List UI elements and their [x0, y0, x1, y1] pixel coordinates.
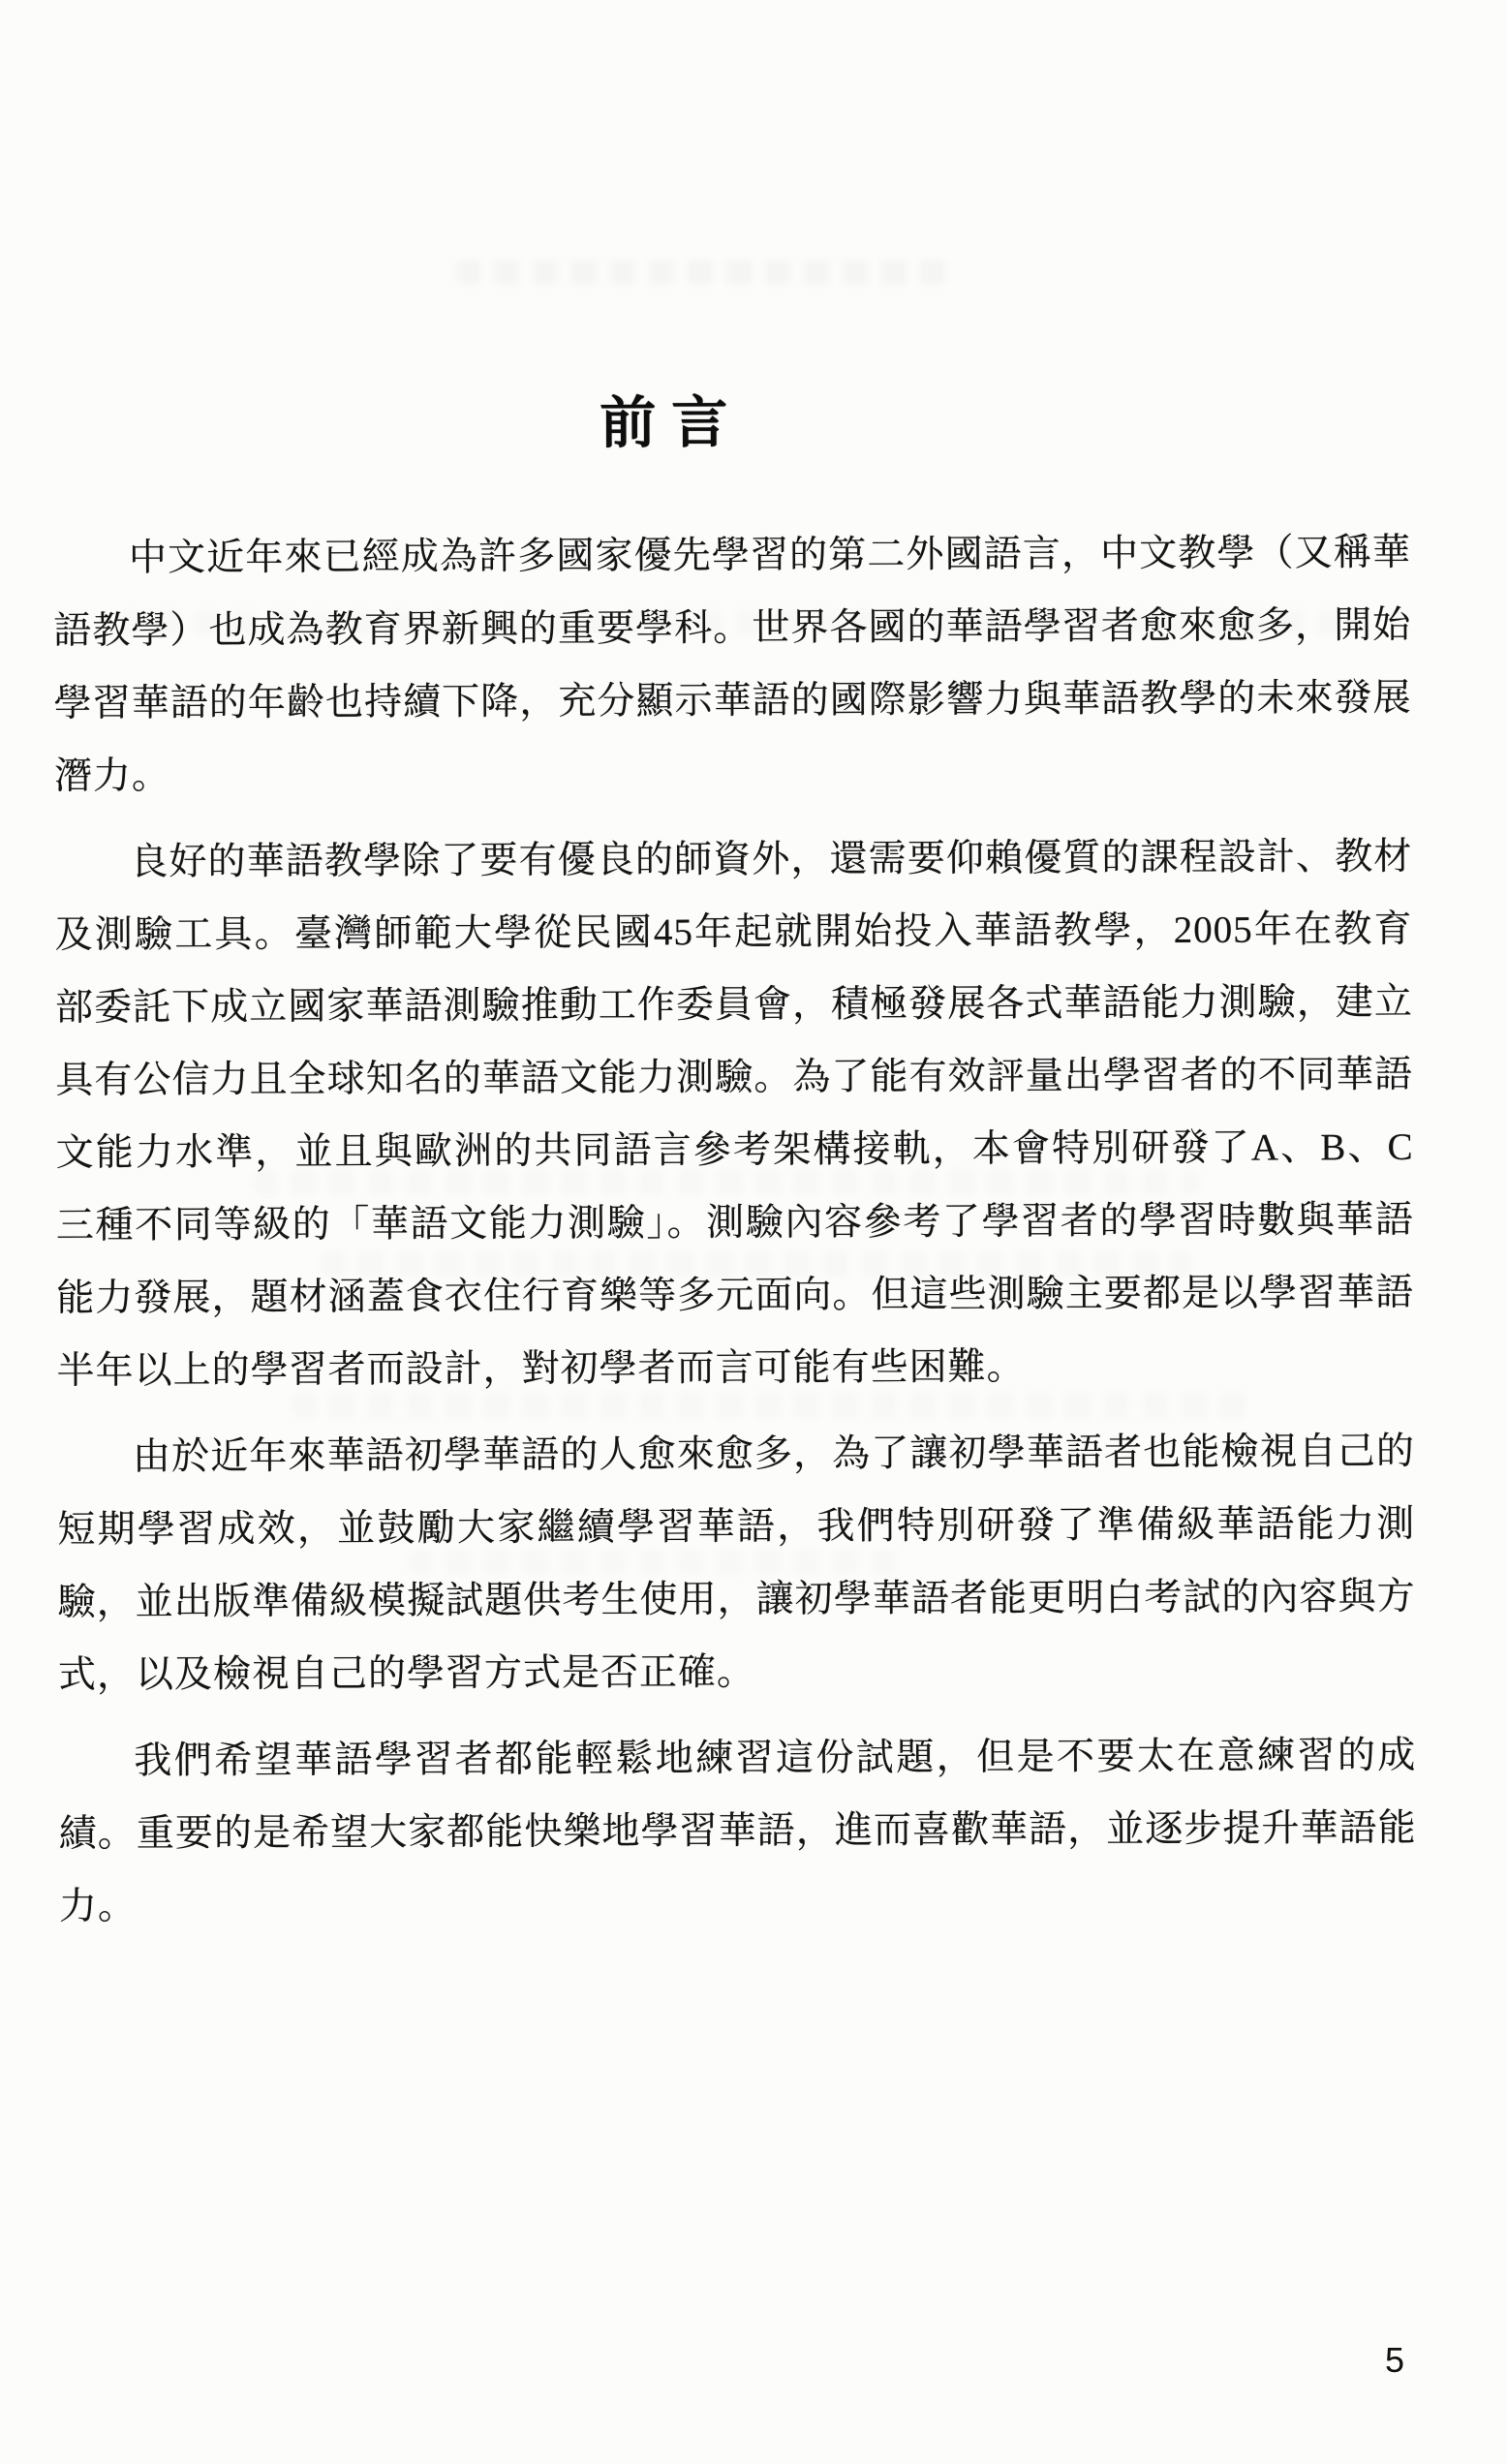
paragraph-2: 良好的華語教學除了要有優良的師資外，還需要仰賴優質的課程設計、教材及測驗工具。臺灣師範大學從民國45年起就開始投入華語教學，2005年在教育部委託下成立國家華語測驗推動工作委員會，積極發展各式華語能力測驗，建立具有公信力且全球知名的華語文能力測驗。為了能有效評量出學習者的不同華語文能力水準，並且與歐洲的共同語言參考架構接軌，本會特別研發了A、B、C三種不同等級的「華語文能力測驗」。測驗內容參考了學習者的學習時數與華語能力發展，題材涵蓋食衣住行育樂等多元面向。但這些測驗主要都是以學習華語半年以上的學習者而設計，對初學者而言可能有些困難。 — [54, 835, 1415, 1393]
paragraph-1: 中文近年來已經成為許多國家優先學習的第二外國語言，中文教學（又稱華語教學）也成為教育界新興的重要學科。世界各國的華語學習者愈來愈多，開始學習華語的年齡也持續下降，充分顯示華語的國際影響力與華語教學的未來發展潛力。 — [53, 531, 1412, 798]
paragraph-3: 由於近年來華語初學華語的人愈來愈多，為了讓初學華語者也能檢視自己的短期學習成效，並鼓勵大家繼續學習華語，我們特別研發了準備級華語能力測驗，並出版準備級模擬試題供考生使用，讓初學華語者能更明白考試的內容與方式，以及檢視自己的學習方式是否正確。 — [57, 1430, 1416, 1697]
paragraph-4: 我們希望華語學習者都能輕鬆地練習這份試題，但是不要太在意練習的成績。重要的是希望大家都能快樂地學習華語，進而喜歡華語，並逐步提升華語能力。 — [58, 1734, 1417, 1928]
preface-body — [53, 516, 1417, 1943]
page-number: 5 — [1384, 2340, 1404, 2380]
preface-content — [52, 388, 1417, 1956]
page-title: 前言 — [600, 390, 744, 455]
bleedthrough-artifact — [455, 260, 959, 285]
